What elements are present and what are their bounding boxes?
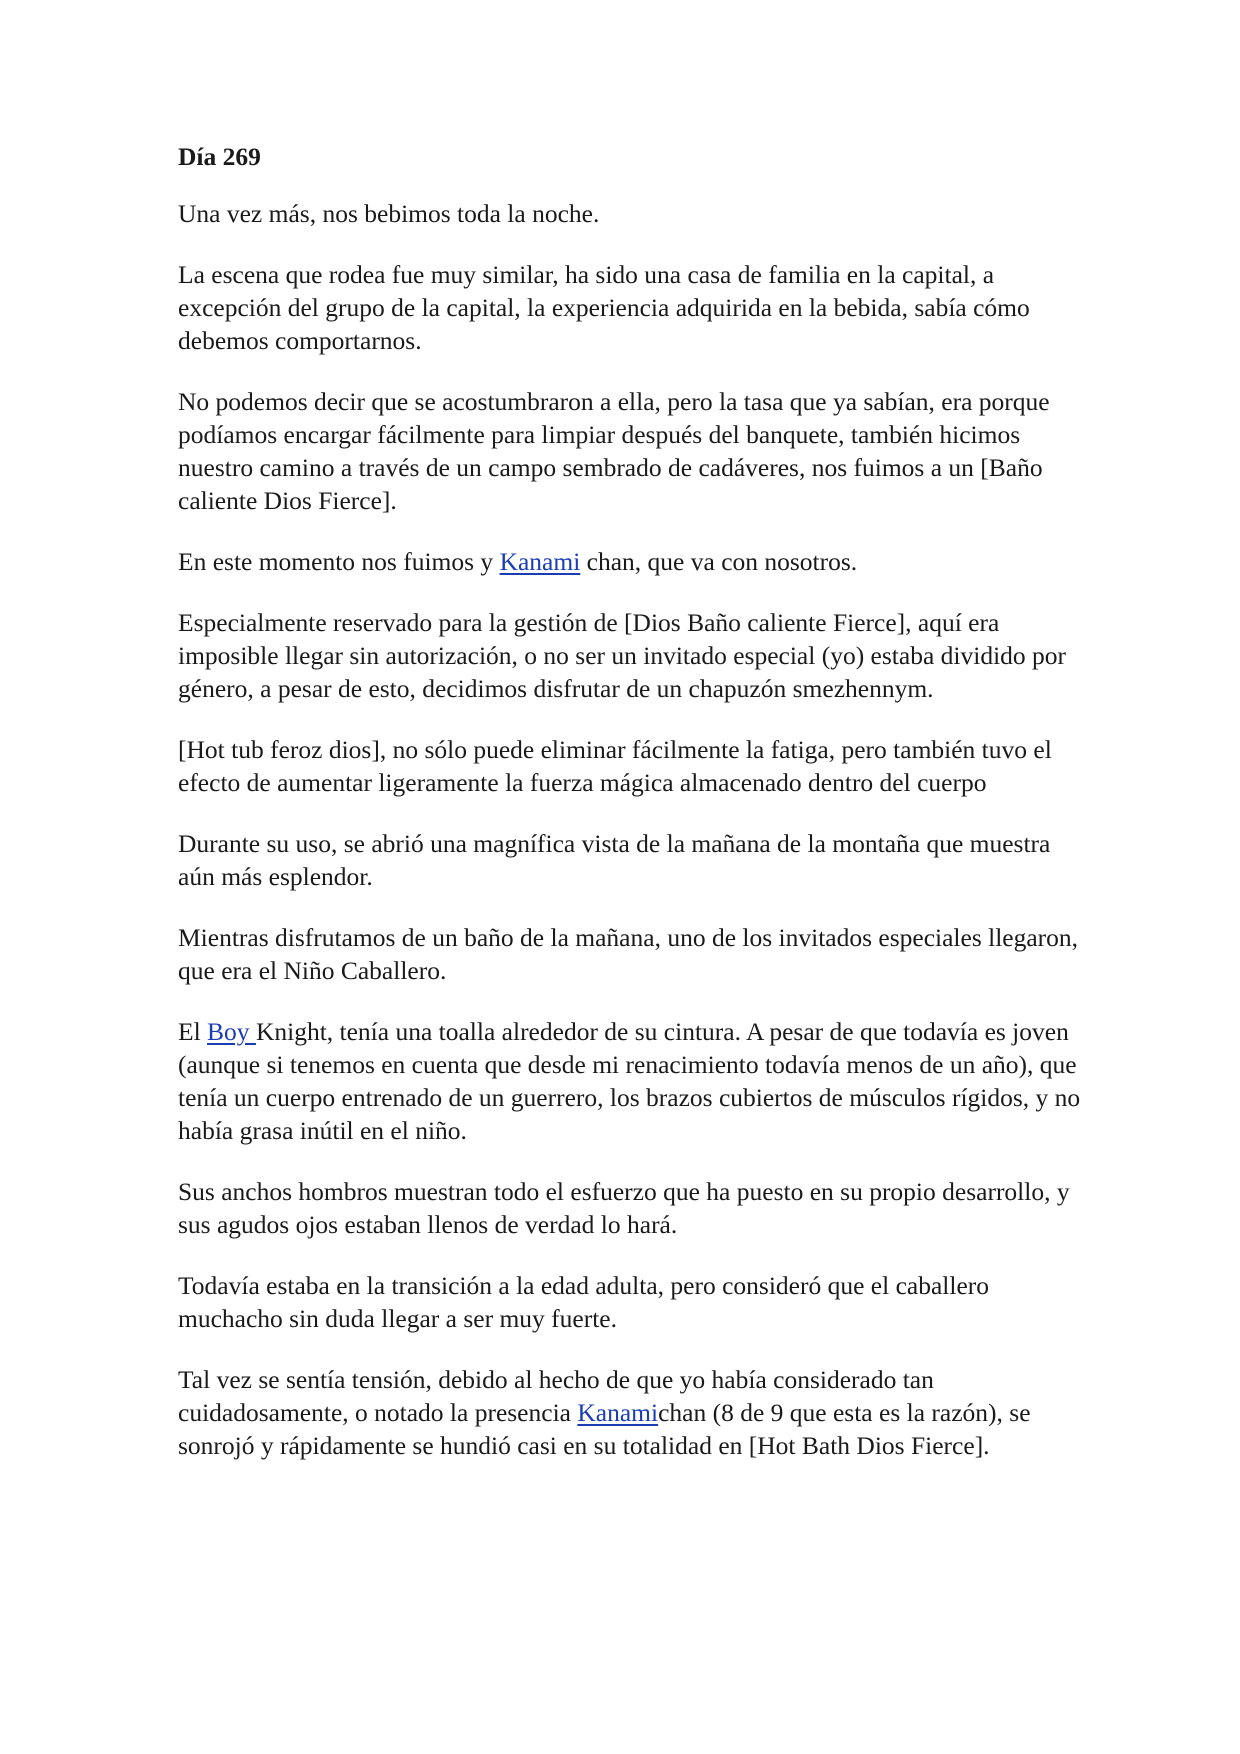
paragraph-8: Mientras disfrutamos de un baño de la mañana, uno de los invitados especiales llegaron, que era el Niño Caballero.	[178, 923, 1079, 985]
kanami-link-2[interactable]: Kanami	[577, 1398, 659, 1427]
paragraph-2: La escena que rodea fue muy similar, ha sido una casa de familia en la capital, a excepción del grupo de la capital, la experiencia adquirida en la bebida, sabía cómo debemos comportarnos.	[178, 260, 1030, 355]
paragraph-4-text-after: chan, que va con nosotros.	[580, 547, 858, 576]
paragraph-1: Una vez más, nos bebimos toda la noche.	[178, 199, 600, 228]
document-page	[178, 140, 1090, 1490]
paragraph-4	[178, 545, 1090, 578]
paragraph-9	[178, 1015, 1090, 1147]
paragraph-3: No podemos decir que se acostumbraron a ella, pero la tasa que ya sabían, era porque podíamos encargar fácilmente para limpiar después del banquete, también hicimos nuestro camino a través de un campo sembrado de cadáveres, nos fuimos a un [Baño caliente Dios Fierce].	[178, 387, 1050, 515]
kanami-link[interactable]: Kanami	[499, 547, 581, 576]
paragraph-7: Durante su uso, se abrió una magnífica vista de la mañana de la montaña que muestra aún más esplendor.	[178, 829, 1051, 891]
chapter-title: Día 269	[178, 142, 261, 171]
paragraph-4-text-before: En este momento nos fuimos y	[178, 547, 500, 576]
paragraph-5: Especialmente reservado para la gestión de [Dios Baño caliente Fierce], aquí era imposible llegar sin autorización, o no ser un invitado especial (yo) estaba dividido por género, a pesar de esto, decidimos disfrutar de un chapuzón smezhennym.	[178, 608, 1067, 703]
boy-link[interactable]: Boy	[207, 1017, 256, 1046]
paragraph-12-text-before: Tal vez se sentía tensión, debido al hecho de que yo había considerado tan cuidadosamente, o notado la presencia	[178, 1365, 934, 1427]
paragraph-9-text-before: El	[178, 1017, 208, 1046]
paragraph-12	[178, 1363, 1090, 1462]
paragraph-6: [Hot tub feroz dios], no sólo puede eliminar fácilmente la fatiga, pero también tuvo el efecto de aumentar ligeramente la fuerza mágica almacenado dentro del cuerpo	[178, 735, 1052, 797]
paragraph-9-text-after: Knight, tenía una toalla alrededor de su cintura. A pesar de que todavía es joven (aunque si tenemos en cuenta que desde mi renacimiento todavía menos de un año), que tenía un cuerpo entrenado de un guerrero, los brazos cubiertos de músculos rígidos, y no había grasa inútil en el niño.	[178, 1017, 1081, 1145]
paragraph-11: Todavía estaba en la transición a la edad adulta, pero consideró que el caballero muchacho sin duda llegar a ser muy fuerte.	[178, 1271, 990, 1333]
paragraph-10: Sus anchos hombros muestran todo el esfuerzo que ha puesto en su propio desarrollo, y sus agudos ojos estaban llenos de verdad lo hará.	[178, 1177, 1070, 1239]
paragraph-12-text-after: chan (8 de 9 que esta es la razón), se sonrojó y rápidamente se hundió casi en su totalidad en [Hot Bath Dios Fierce].	[178, 1398, 1031, 1460]
